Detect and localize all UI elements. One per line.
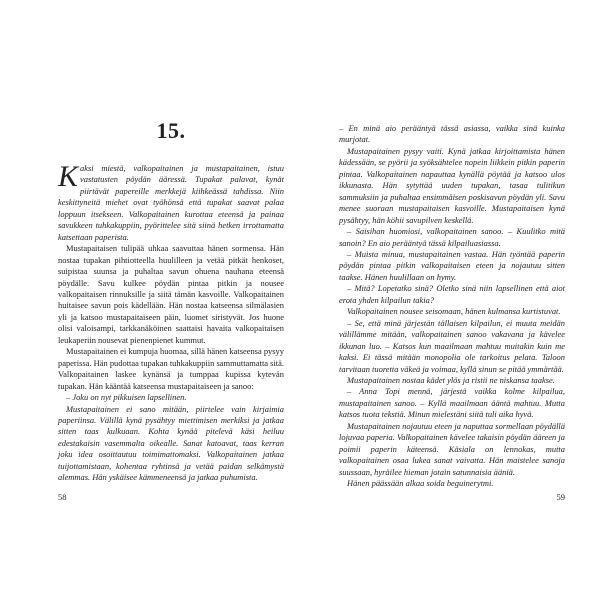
paragraph: Valkopaitainen nousee seisomaan, hänen kulmansa kurtistuvat. — [347, 306, 561, 317]
paragraph: – Saisihan huomiosi, valkopaitainen sanoo. – Kuulitko mitä sanoin? En aio perääntyä tässä kilpailuasiassa. — [339, 226, 565, 248]
page-number: 59 — [556, 492, 565, 502]
paragraph: Mustapaitaisen tulipää uhkaa saavuttaa hänen sormensa. Hän nostaa tupakan pihtiotteella huulilleen ja vetää pitkät henkoset, suipistaa suunsa ja puhaltaa savun ohuena nauhana eteensä pöydälle. Savu kulkee pöydän pintaa pitkin ja nousee valkopaitaisen rinnuksille ja siitä tämän kasvoille. Valkopaitainen huitaisee savun pois kädellään. Hän nostaa katseensa silmälasien yli ja katsoo mustapaitaiseen päin, luomet siristyvät. Jos huone olisi valoisampi, tarkkanäköinen saattaisi havaita valkopaitaisen leukaperiin nousevat pienenpienet kummut. — [58, 243, 284, 345]
paragraph: – Muista minua, mustapaitainen vastaa. Hän työntää paperin pöydän pintaa pitkin valkopaitaisen eteen ja nojautuu sitten taakse. Hänen huulillaan on hymy. — [339, 248, 565, 282]
paragraph: Mustapaitainen ei sano mitään, piirtelee vain kirjaimia paperiinsa. Välillä kynä pysähtyy miettimisen merkiksi ja jatkaa sitten taas kulkuaan. Kohta kynää pitelevä käsi heiluu edestakaisin vasemmalta oikealle. Sanat katoavat, taas kerran joku idea osoittautuu toimimattomaksi. Valkopaitainen jatkaa tuijottamistaan, kohentaa ryhtinsä ja vetää paidan selkämystä alemmas. Hän yskäisee kämmeneensä ja jatkaa puhumista. — [58, 403, 284, 483]
drop-cap: K — [58, 160, 79, 193]
paragraph: Mustapaitainen nojautuu eteen ja naputtaa sormellaan pöydällä lojuvaa paperia. Valkopaitainen kävelee takaisin pöydän ääreen ja poimii paperin käteensä. Käsiala on lennokas, mutta valkopaitainen osaa lukea sanat vaivatta. Hän maistelee sanoja suussaan, hyräilee hieman jotain satunnaisia ääniä. — [339, 420, 565, 477]
paragraph-text: aksi miestä, valkopaitainen ja mustapaitainen, istuu vastatusten pöydän ääressä. Tupakat palavat, kynät piirtävät papereille merkkejä kiihkeässä tahdissa. Niin keskittyneitä miehet ovat työhönsä että tupakat saavat palaa loppuun itsekseen. Valkopaitainen kurottaa eteensä ja painaa savukkeen tuhkakuppiin, pyörittelee sitä siinä hetken irrottamatta katsettaan paperista. — [58, 163, 284, 242]
page-number: 58 — [58, 492, 67, 502]
right-page — [339, 0, 565, 600]
paragraph: Hänen päässään alkaa soida beguinerytmi. — [347, 478, 494, 489]
left-page — [58, 0, 284, 600]
paragraph: – En minä aio perääntyä tässä asiassa, vaikka sinä kuinka murjotat. — [339, 123, 565, 145]
right-page-body — [339, 123, 565, 490]
paragraph — [58, 160, 284, 243]
paragraph: Mustapaitainen pysyy vaiti. Kynä jatkaa kirjoittamista hänen kädessään, se pyörii ja syöksähtelee nopein liikkein pitkin paperin pintaa. Valkopaitainen napauttaa kynällä pöytää ja katsoo ulos ikkunasta. Hän sytyttää uuden tupakan, tasaa tulitikun sammuksiin ja puhaltaa ensimmäisen poskisavun pöydän yli. Savu menee suoraan mustapaitaisen kasvoille. Mustapaitaisen kynä pysähtyy, hän köhii savupilven keskellä. — [339, 145, 565, 225]
paragraph: – Mitä? Lopetatko sinä? Oletko sinä niin lapsellinen että aiot erota yhden kilpailun takia? — [339, 283, 565, 305]
chapter-title: 15. — [156, 118, 186, 143]
paragraph: – Anna Topi mennä, järjestä vaikka kolme kilpailua, mustapaitainen sanoo. – Kyllä maailmaan ääntä mahtuu. Mutta katsos tuota tekstiä. Minun mielestäni siitä tuli aika hyvä. — [339, 386, 565, 420]
left-page-body — [58, 160, 284, 484]
paragraph: Mustapaitainen ei kumpuja huomaa, sillä hänen katseensa pysyy paperissa. Hän pudottaa tupakan tuhkakuppiin sammuttamatta sitä. Valkopaitainen laskee kynänsä ja tumppaa kupissa kytevän tupakan. Hän kääntää katseensa mustapaitaiseen ja sanoo: — [58, 346, 284, 391]
paragraph: Mustapaitainen nostaa kädet ylös ja ristii ne niskansa taakse. — [347, 374, 555, 385]
paragraph: – Joku on nyt pikkuisen lapsellinen. — [66, 392, 187, 403]
paragraph: – Se, että minä järjestän tällaisen kilpailun, ei muuta meidän välillämme mitään, valkopaitainen sanoo vakavana ja kävelee ikkunan luo. – Katsos kun maailmaan mahtuu muitakin kuin me kaksi. Ei tässä mitään monopolia ole tarkoitus pelata. Taloon tarvitaan tuoretta väkeä ja voimaa, kyllä sinun se pitää ymmärtää. — [339, 317, 565, 374]
